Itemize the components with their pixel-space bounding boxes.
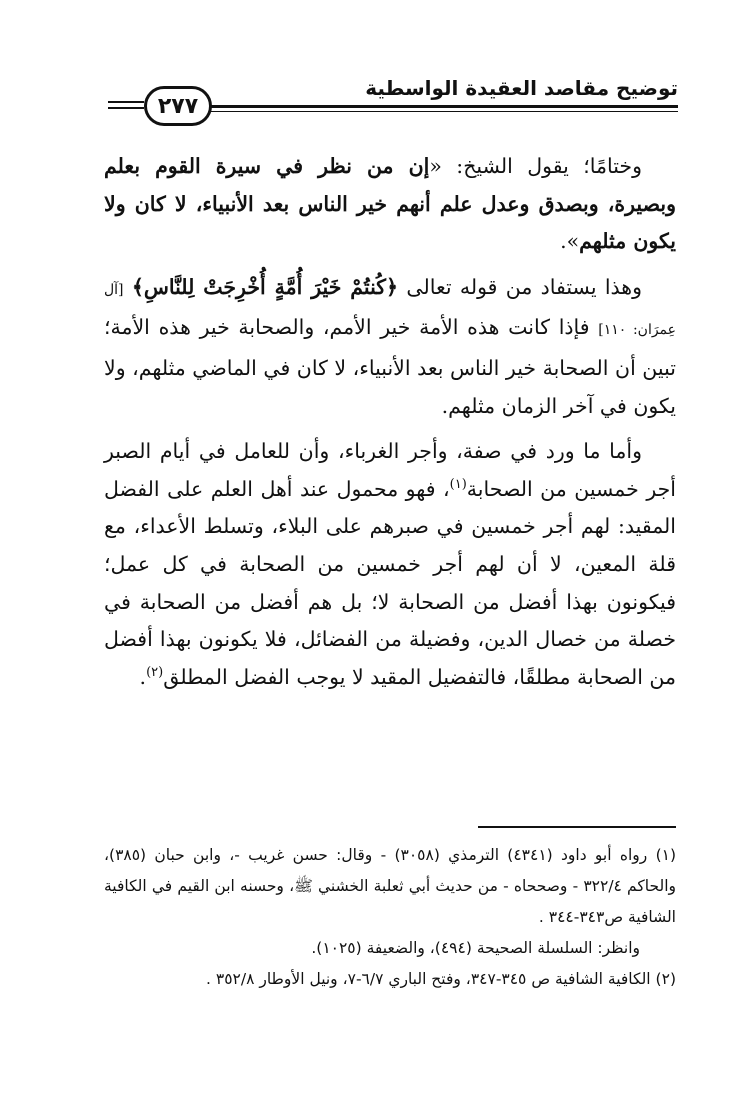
- footnote-1-continuation: وانظر: السلسلة الصحيحة (٤٩٤)، والضعيفة (١٠٢٥).: [311, 939, 640, 957]
- footnote-2-text: الكافية الشافية ص ٣٤٥-٣٤٧، وفتح الباري ٦/٧-٧، ونيل الأوطار ٣٥٢/٨ .: [206, 970, 651, 988]
- footnote-ref-2[interactable]: (٢): [146, 664, 164, 680]
- footnote-2-number: (٢): [655, 970, 676, 988]
- page-header: [108, 72, 678, 132]
- p2-rest: فإذا كانت هذه الأمة خير الأمم، والصحابة خير هذه الأمة؛ تبين أن الصحابة خير الناس بعد الأنبياء، لا كان في الماضي مثلهم، ولا يكون في آخر الزمان مثلهم.: [104, 315, 676, 418]
- p1-tail: ».: [560, 229, 580, 254]
- header-rule-left: [108, 101, 144, 103]
- header-rule-thin: [208, 111, 678, 112]
- footnote-1-text: رواه أبو داود (٤٣٤١) الترمذي (٣٠٥٨) - وقال: حسن غريب -، وابن حبان (٣٨٥)، والحاكم ٣٢٢/٤ - وصححاه - من حديث أبي ثعلبة الخشني ﷺ، وحسنه ابن القيم في الكافية الشافية ص٣٤٣-٣٤٤ .: [104, 846, 676, 926]
- p2-lead: وهذا يستفاد من قوله تعالى: [398, 274, 642, 299]
- main-text: [104, 148, 676, 704]
- quran-ayah: ﴿كُنتُمْ خَيْرَ أُمَّةٍ أُخْرِجَتْ لِلنَّاسِ﴾: [131, 274, 399, 299]
- paragraph-2: [104, 269, 676, 425]
- header-rule-left-2: [108, 107, 144, 109]
- paragraph-1: [104, 148, 676, 261]
- running-title: توضيح مقاصد العقيدة الواسطية: [365, 76, 678, 100]
- p3-part2: ، فهو محمول عند أهل العلم على الفضل المقيد: لهم أجر خمسين في صبرهم على البلاء، وتسلط الأعداء، مع قلة المعين، لا أن لهم أجر خمسين من الصحابة في كل عمل؛ فيكونون بهذا أفضل من الصحابة لا؛ بل هم أفضل من الصحابة في خصلة من خصال الدين، وفضيلة من الفضائل، فلا يكونون بهذا أفضل من الصحابة مطلقًا، فالتفضيل المقيد لا يوجب الفضل المطلق: [104, 476, 676, 689]
- footnote-ref-1[interactable]: (١): [449, 476, 467, 492]
- footnote-separator: [478, 826, 676, 828]
- p3-part1: وأما ما ورد في صفة، وأجر الغرباء، وأن للعامل في أيام الصبر أجر خمسين من الصحابة: [104, 439, 676, 501]
- footnotes: [104, 840, 676, 995]
- page-number: ٢٧٧: [144, 86, 212, 126]
- ayah-citation: [آل عِمرَان: ١١٠]: [104, 281, 676, 339]
- p3-part3: .: [139, 664, 147, 689]
- paragraph-3: [104, 433, 676, 696]
- header-rule: [208, 105, 678, 108]
- p1-lead: وختامًا؛ يقول الشيخ: «: [429, 154, 642, 178]
- footnote-1-number: (١): [655, 846, 677, 864]
- p1-quote: إن من نظر في سيرة القوم بعلم وبصيرة، وبصدق وعدل علم أنهم خير الناس بعد الأنبياء، لا كان ولا يكون مثلهم: [104, 154, 676, 254]
- footnote-2: [104, 964, 676, 995]
- footnote-1: [104, 840, 676, 933]
